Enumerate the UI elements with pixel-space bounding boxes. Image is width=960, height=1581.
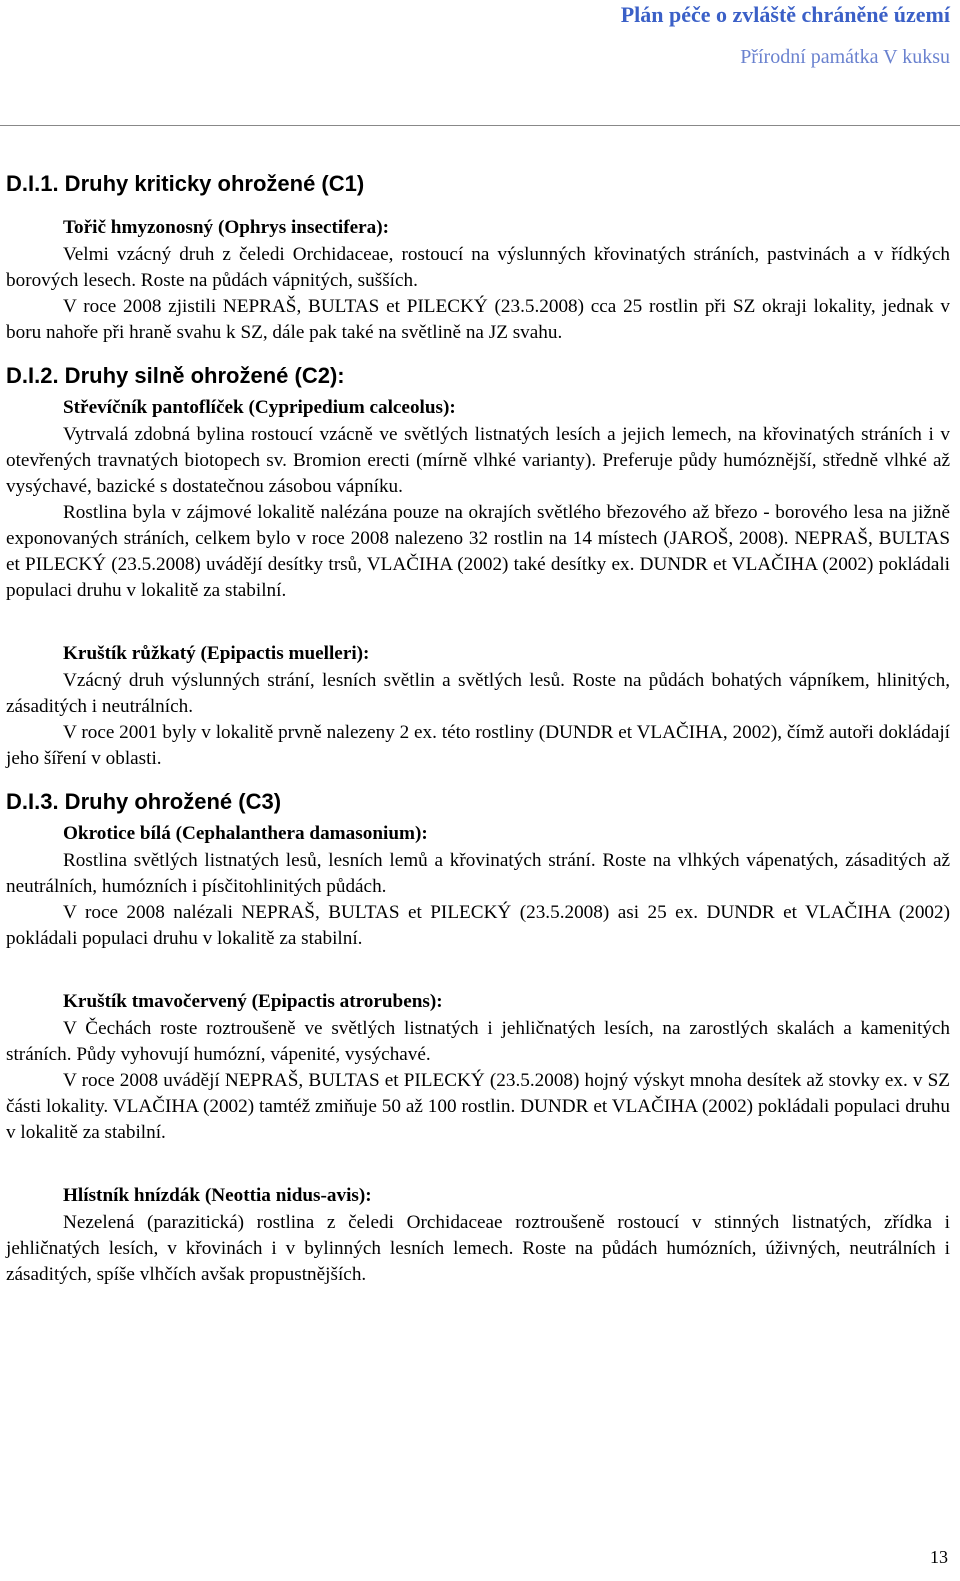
page-number: 13 — [930, 1547, 948, 1567]
species-name: Tořič hmyzonosný (Ophrys insectifera): — [63, 217, 389, 238]
page-header — [0, 0, 960, 126]
species-name: Kruštík růžkatý (Epipactis muelleri): — [63, 643, 370, 664]
section-heading-c1: D.I.1. Druhy kriticky ohrožené (C1) — [6, 171, 365, 196]
paragraph: V roce 2008 nalézali NEPRAŠ, BULTAS et PILECKÝ (23.5.2008) asi 25 ex. DUNDR et VLAČIHA (2002) pokládali populaci druhu v lokalitě za stabilní. — [6, 902, 950, 949]
document-title: Plán péče o zvláště chráněné území — [620, 2, 950, 27]
paragraph: Velmi vzácný druh z čeledi Orchidaceae, rostoucí na výslunných křovinatých stráních, pastvinách a v řídkých borových lesech. Roste na půdách vápnitých, sušších. — [6, 244, 950, 291]
species-name: Okrotice bílá (Cephalanthera damasonium): — [63, 823, 428, 844]
header-divider — [0, 125, 960, 126]
document-subtitle: Přírodní památka V kuksu — [740, 46, 950, 68]
paragraph: V roce 2001 byly v lokalitě prvně nalezeny 2 ex. této rostliny (DUNDR et VLAČIHA, 2002), čímž autoři dokládají jeho šíření v oblasti. — [6, 722, 950, 769]
section-heading-c2: D.I.2. Druhy silně ohrožené (C2): — [6, 363, 345, 388]
paragraph: V Čechách roste roztroušeně ve světlých listnatých i jehličnatých lesích, na zarostlých skalách a kamenitých stráních. Půdy vyhovují humózní, vápenité, vysýchavé. — [6, 1018, 950, 1065]
paragraph: Rostlina byla v zájmové lokalitě nalézána pouze na okrajích světlého březového až březo - borového lesa na jižně exponovaných stráních, celkem bylo v roce 2008 nalezeno 32 rostlin na 14 místech (JAROŠ, 2008). NEPRAŠ, BULTAS et PILECKÝ (23.5.2008) uvádějí desítky trsů, VLAČIHA (2002) také desítky ex. DUNDR et VLAČIHA (2002) pokládali populaci druhu v lokalitě za stabilní. — [6, 502, 950, 601]
paragraph: Nezelená (parazitická) rostlina z čeledi Orchidaceae roztroušeně rostoucí v stinných listnatých, zřídka i jehličnatých lesích, v křovinách i v bylinných lesních lemech. Roste na půdách humózních, úživných, neutrálních i zásaditých, spíše vlhčích avšak propustnějších. — [6, 1212, 950, 1285]
section-heading-c3: D.I.3. Druhy ohrožené (C3) — [6, 789, 282, 814]
paragraph: Vzácný druh výslunných strání, lesních světlin a světlých lesů. Roste na půdách bohatých vápníkem, hlinitých, zásaditých i neutrálních. — [6, 670, 950, 717]
document-body — [6, 166, 950, 1288]
paragraph: Vytrvalá zdobná bylina rostoucí vzácně ve světlých listnatých lesích a jejich lemech, na křovinatých stráních i v otevřených travnatých biotopech sv. Bromion erecti (mírně vlhké varianty). Preferuje půdy humóznější, středně vlhké až vysýchavé, bazické s dostatečnou zásobou vápníku. — [6, 424, 950, 497]
species-name: Střevíčník pantoflíček (Cypripedium calceolus): — [63, 397, 456, 418]
paragraph: V roce 2008 uvádějí NEPRAŠ, BULTAS et PILECKÝ (23.5.2008) hojný výskyt mnoha desítek až stovky ex. v SZ části lokality. VLAČIHA (2002) tamtéž zmiňuje 50 až 100 rostlin. DUNDR et VLAČIHA (2002) pokládali populaci druhu v lokalitě za stabilní. — [6, 1070, 950, 1143]
species-name: Kruštík tmavočervený (Epipactis atrorubens): — [63, 991, 443, 1012]
paragraph: V roce 2008 zjistili NEPRAŠ, BULTAS et PILECKÝ (23.5.2008) cca 25 rostlin při SZ okraji lokality, jednak v boru nahoře při hraně svahu k SZ, dále pak také na světlině na JZ svahu. — [6, 296, 950, 343]
species-name: Hlístník hnízdák (Neottia nidus-avis): — [63, 1185, 372, 1206]
paragraph: Rostlina světlých listnatých lesů, lesních lemů a křovinatých strání. Roste na vlhkých vápenatých, zásaditých až neutrálních, humózních i písčitohlinitých půdách. — [6, 850, 950, 897]
